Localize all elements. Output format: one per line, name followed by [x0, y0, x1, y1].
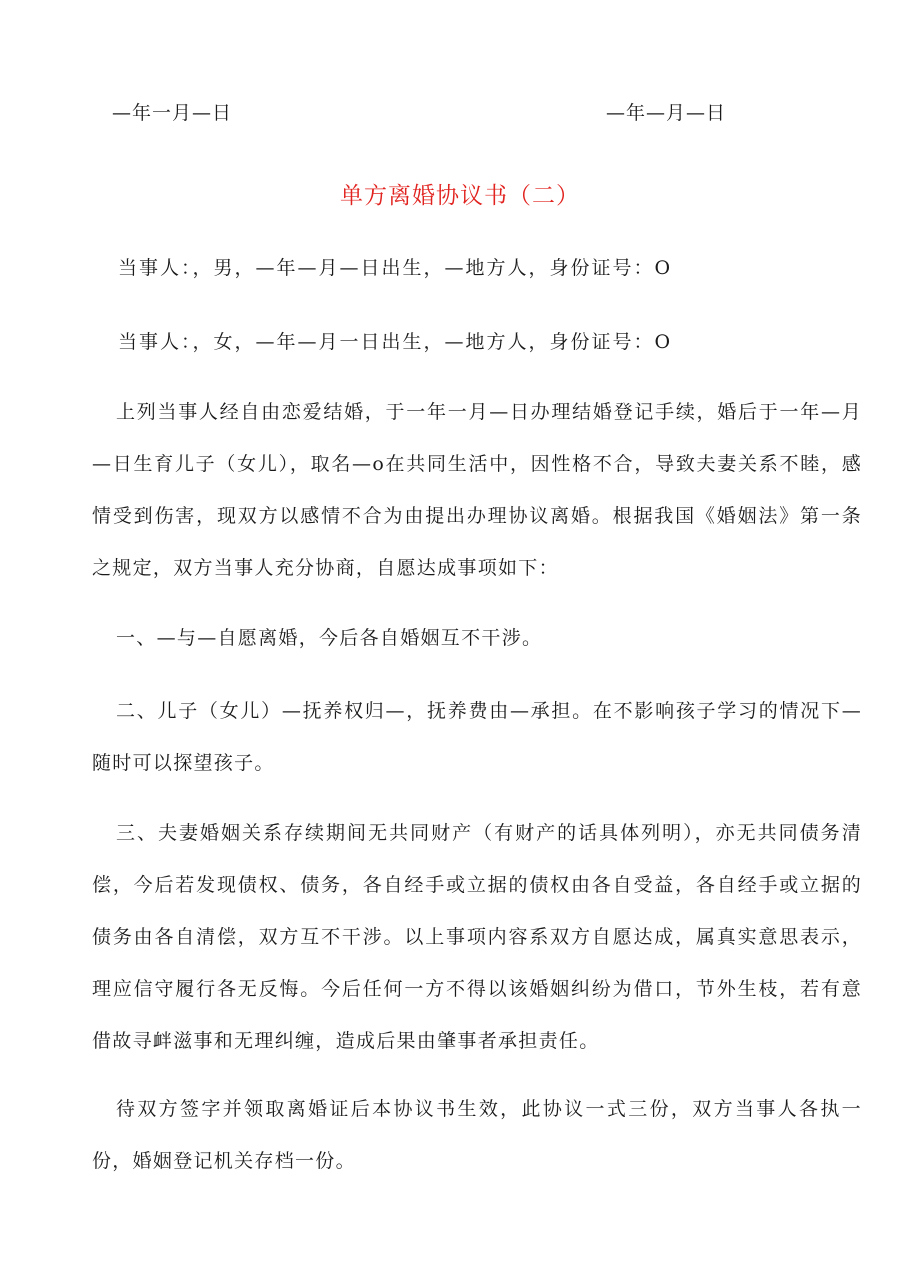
closing-paragraph: 待双方签字并领取离婚证后本协议书生效，此协议一式三份，双方当事人各执一份，婚姻登记机关存档一份。 [92, 1098, 862, 1172]
clause-3-paragraph: 三、夫妻婚姻关系存续期间无共同财产（有财产的话具体列明），亦无共同债务清偿，今后若发现债权、债务，各自经手或立据的债权由各自受益，各自经手或立据的债务由各自清偿，双方互不干涉。以上事项内容系双方自愿达成，属真实意思表示，理应信守履行各无反悔。今后任何一方不得以该婚姻纠纷为借口，节外生枝，若有意借故寻衅滋事和无理纠缠，造成后果由肇事者承担责任。 [92, 822, 862, 1052]
intro-paragraph: 上列当事人经自由恋爱结婚，于一年一月—日办理结婚登记手续，婚后于一年—月—日生育儿子（女儿），取名—o在共同生活中，因性格不合，导致夫妻关系不睦，感情受到伤害，现双方以感情不合为由提出办理协议离婚。根据我国《婚姻法》第一条之规定，双方当事人充分协商，自愿达成事项如下： [92, 401, 862, 579]
signature-date-left: —年一月—日 [112, 102, 233, 124]
document-title: 单方离婚协议书（二） [340, 183, 580, 209]
clause-2-paragraph: 二、儿子（女儿）—抚养权归—，抚养费由—承担。在不影响孩子学习的情况下—随时可以探望孩子。 [92, 700, 862, 774]
signature-date-right: —年—月—日 [606, 102, 727, 124]
party-info-male: 当事人：，男，—年—月—日出生，—地方人，身份证号：O [118, 257, 673, 279]
party-info-female: 当事人：，女，—年—月一日出生，—地方人，身份证号：O [118, 331, 673, 353]
clause-1-paragraph: 一、—与—自愿离婚，今后各自婚姻互不干涉。 [116, 627, 543, 649]
